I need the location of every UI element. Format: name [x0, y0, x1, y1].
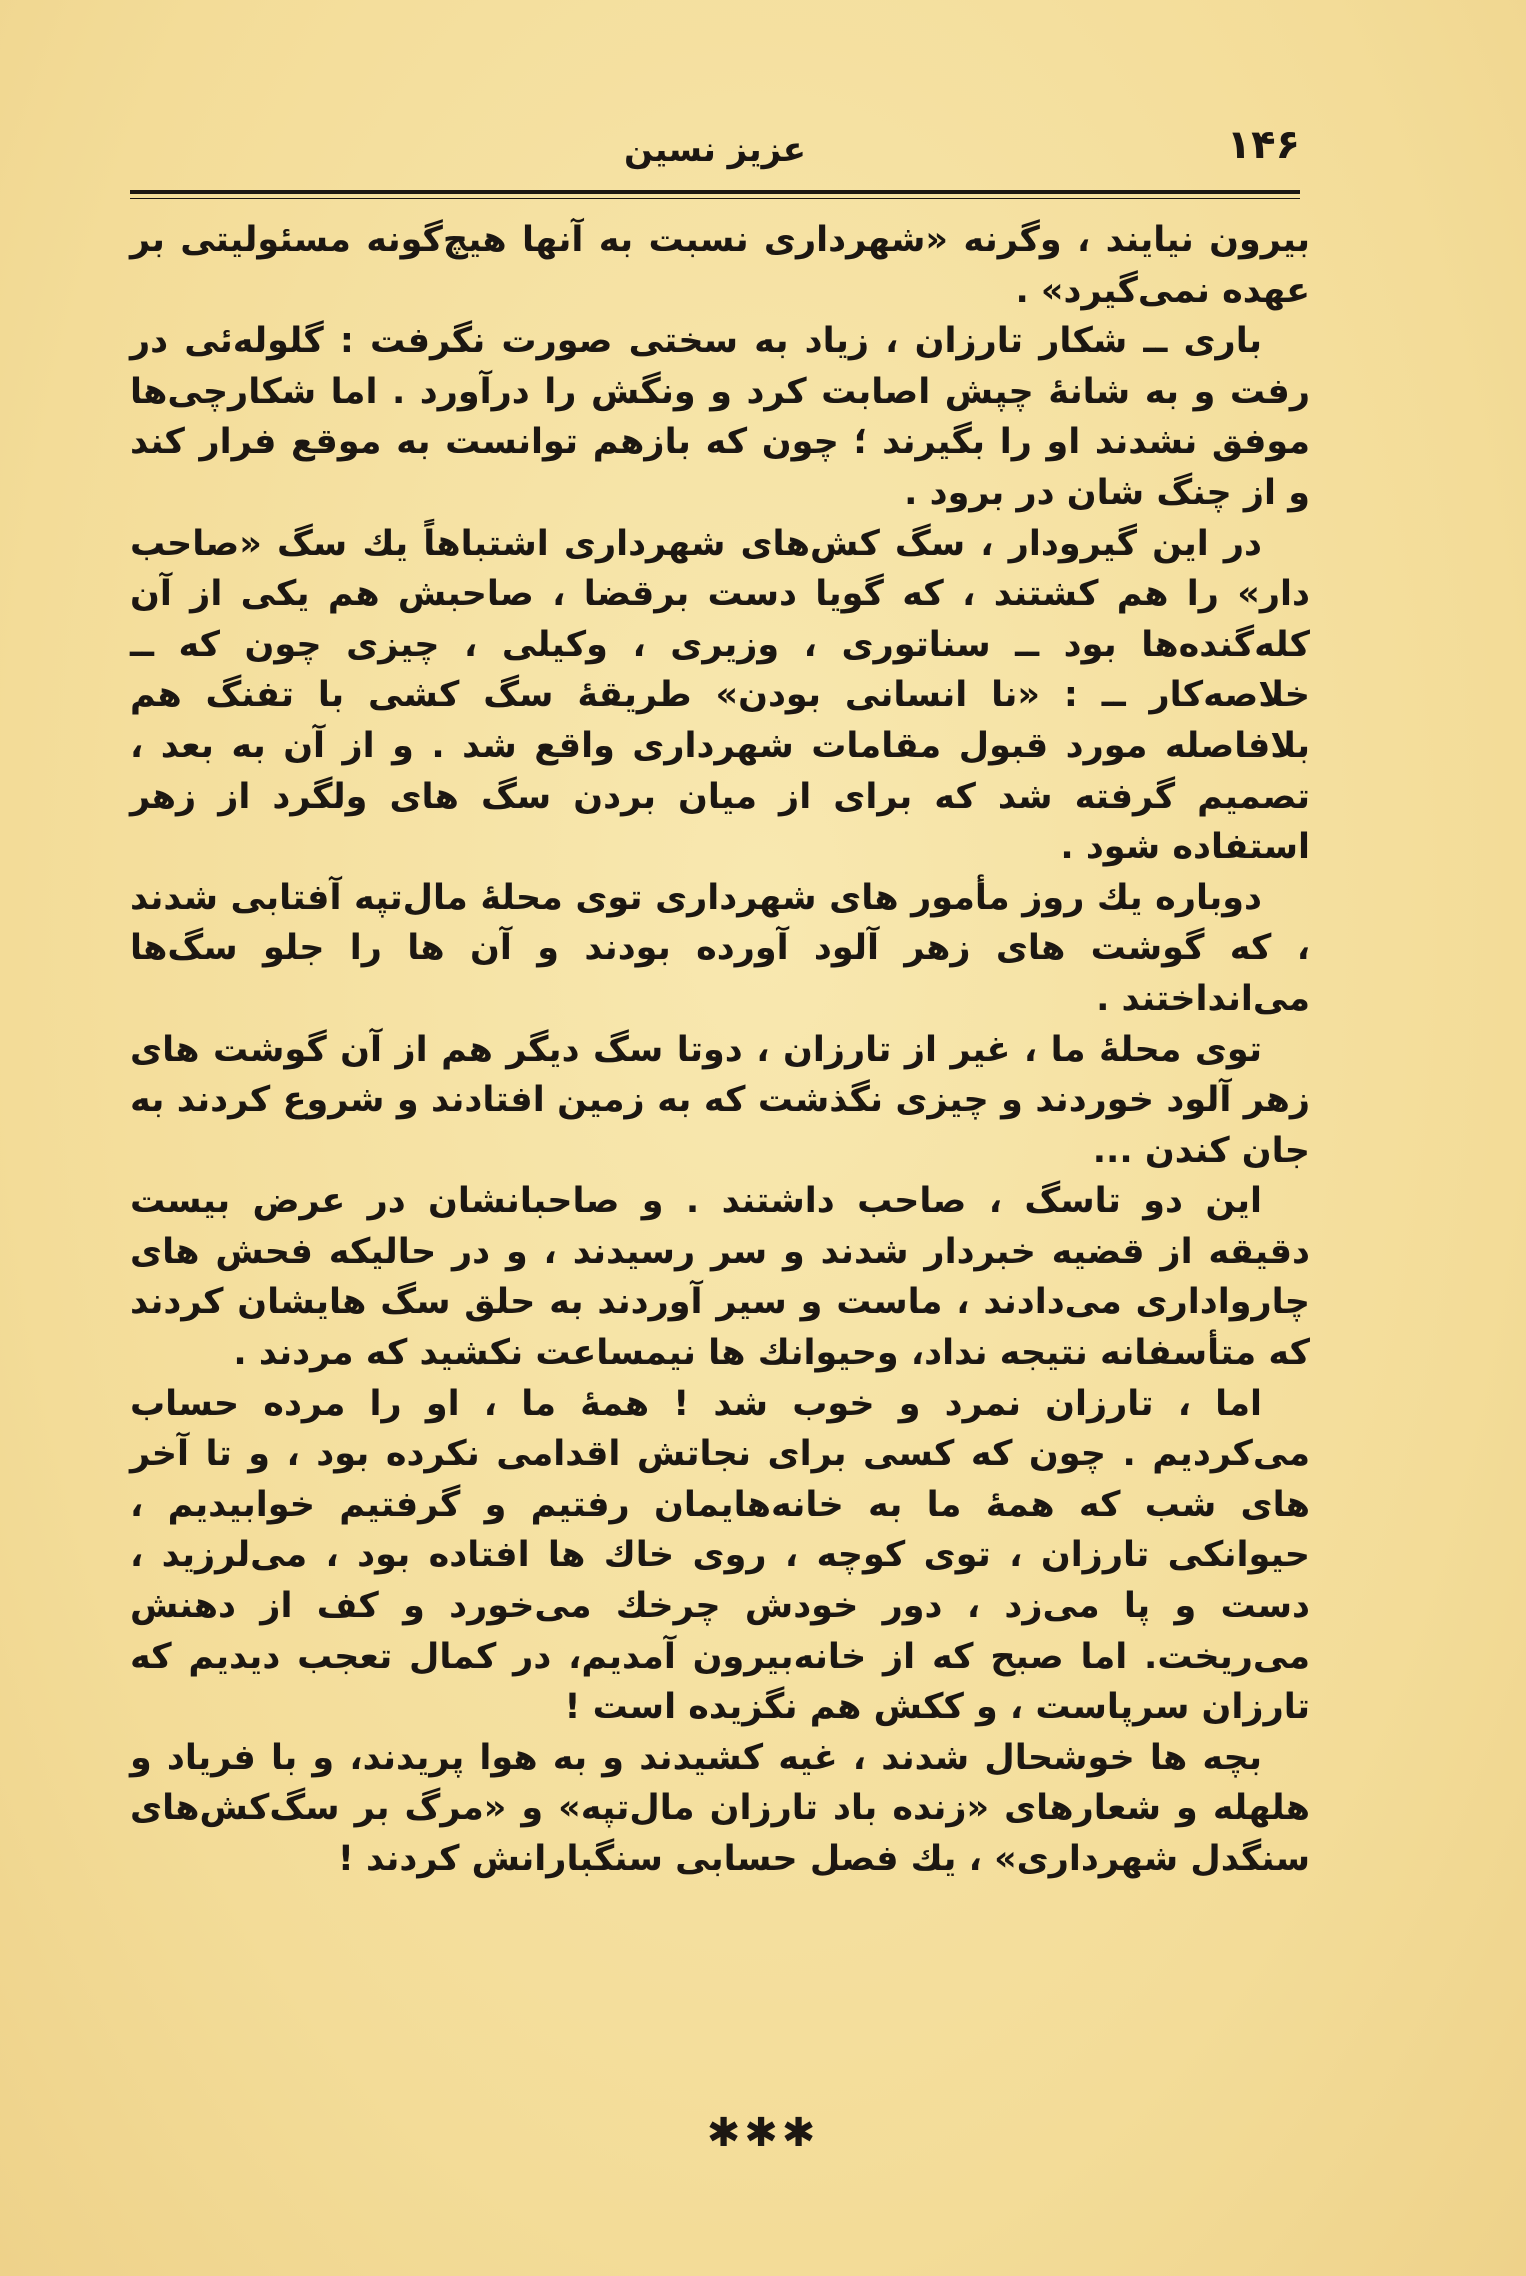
body-text	[130, 215, 1310, 2095]
running-head-author: عزیز نسین	[624, 130, 806, 170]
paragraph-6: این دو تاسگ ، صاحب داشتند . و صاحبانشان در عرض بیست دقیقه از قضیه خبردار شدند و سر رسیدند ، و در حالیکه فحش های چاروا‌داری می‌دادند ، ماست و سیر آوردند به حلق سگ هایشان کردند که متأسفانه نتیجه نداد، وحیوانك ها نیمساعت نکشید که مردند .	[130, 1181, 1310, 1374]
paragraph-3: در این گیرودار ، سگ کش‌های شهرداری اشتباهاً یك سگ «صاحب دار» را هم کشتند ، که گویا دست برقضا ، صاحبش هم یکی از آن کله‌گنده‌ها بود ــ سناتوری ، وزیری ، وکیلی ، چیزی چون که ــ خلاصه‌کار ــ : «نا انسانی بودن» طریقهٔ سگ کشی با تفنگ هم بلافاصله مورد قبول مقامات شهرداری واقع شد . و از آن به بعد ، تصمیم گرفته شد که برای از میان بردن سگ های ولگرد از زهر استفاده شود .	[130, 523, 1310, 868]
header-rule-thin	[130, 198, 1300, 199]
paragraph-4: دوباره یك روز مأمور های شهرداری توی محلهٔ مال‌تپه آفتابی شدند ، که گوشت های زهر آلود آورده بودند و آن ها را جلو سگ‌ها می‌انداختند .	[130, 877, 1310, 1019]
paragraph-2: باری ــ شکار تارزان ، زیاد به سختی صورت نگرفت : گلوله‌ئی در رفت و به شانهٔ چپش اصابت کرد و ونگش را درآورد . اما شکارچی‌ها موفق نشدند او را بگیرند ؛ چون که بازهم توانست به موقع فرار کند و از چنگ شان در برود .	[130, 321, 1310, 513]
page-number: ۱۴۶	[1226, 122, 1300, 168]
paragraph-8: بچه ها خوشحال شدند ، غیه کشیدند و به هوا پریدند، و با فریاد و هلهله و شعارهای «زنده باد تارزان مال‌تپه» و «مرگ بر سگ‌کش‌های سنگدل شهرداری» ، یك فصل حسابی سنگبارانش کردند !	[130, 1737, 1310, 1879]
section-end-ornament: ✱✱✱	[706, 2110, 820, 2156]
header-rule	[130, 190, 1300, 194]
page-header	[130, 120, 1300, 190]
paragraph-5: توی محلهٔ ما ، غیر از تارزان ، دوتا سگ دیگر هم از آن گوشت های زهر آلود خوردند و چیزی نگذشت که به زمین افتادند و شروع کردند به جان کندن ...	[130, 1029, 1310, 1171]
paragraph-1: بیرون نیایند ، وگرنه «شهرداری نسبت به آنها هیچ‌گونه مسئولیتی بر عهده نمی‌گیرد» .	[130, 220, 1310, 311]
paragraph-7: اما ، تارزان نمرد و خوب شد ! همهٔ ما ، او را مرده حساب می‌کردیم . چون که کسی برای نجاتش اقدامی نکرده بود ، و تا آخر های شب که همهٔ ما به خانه‌هایمان رفتیم و گرفتیم خوابیدیم ، حیوانکی تارزان ، توی کوچه ، روی خاك ها افتاده بود ، می‌لرزید ، دست و پا می‌زد ، دور خودش چرخك می‌خورد و کف از دهنش می‌ریخت. اما صبح که از خانه‌بیرون آمدیم، در کمال تعجب دیدیم که تارزان سرپاست ، و ککش هم نگزیده است !	[130, 1383, 1310, 1728]
